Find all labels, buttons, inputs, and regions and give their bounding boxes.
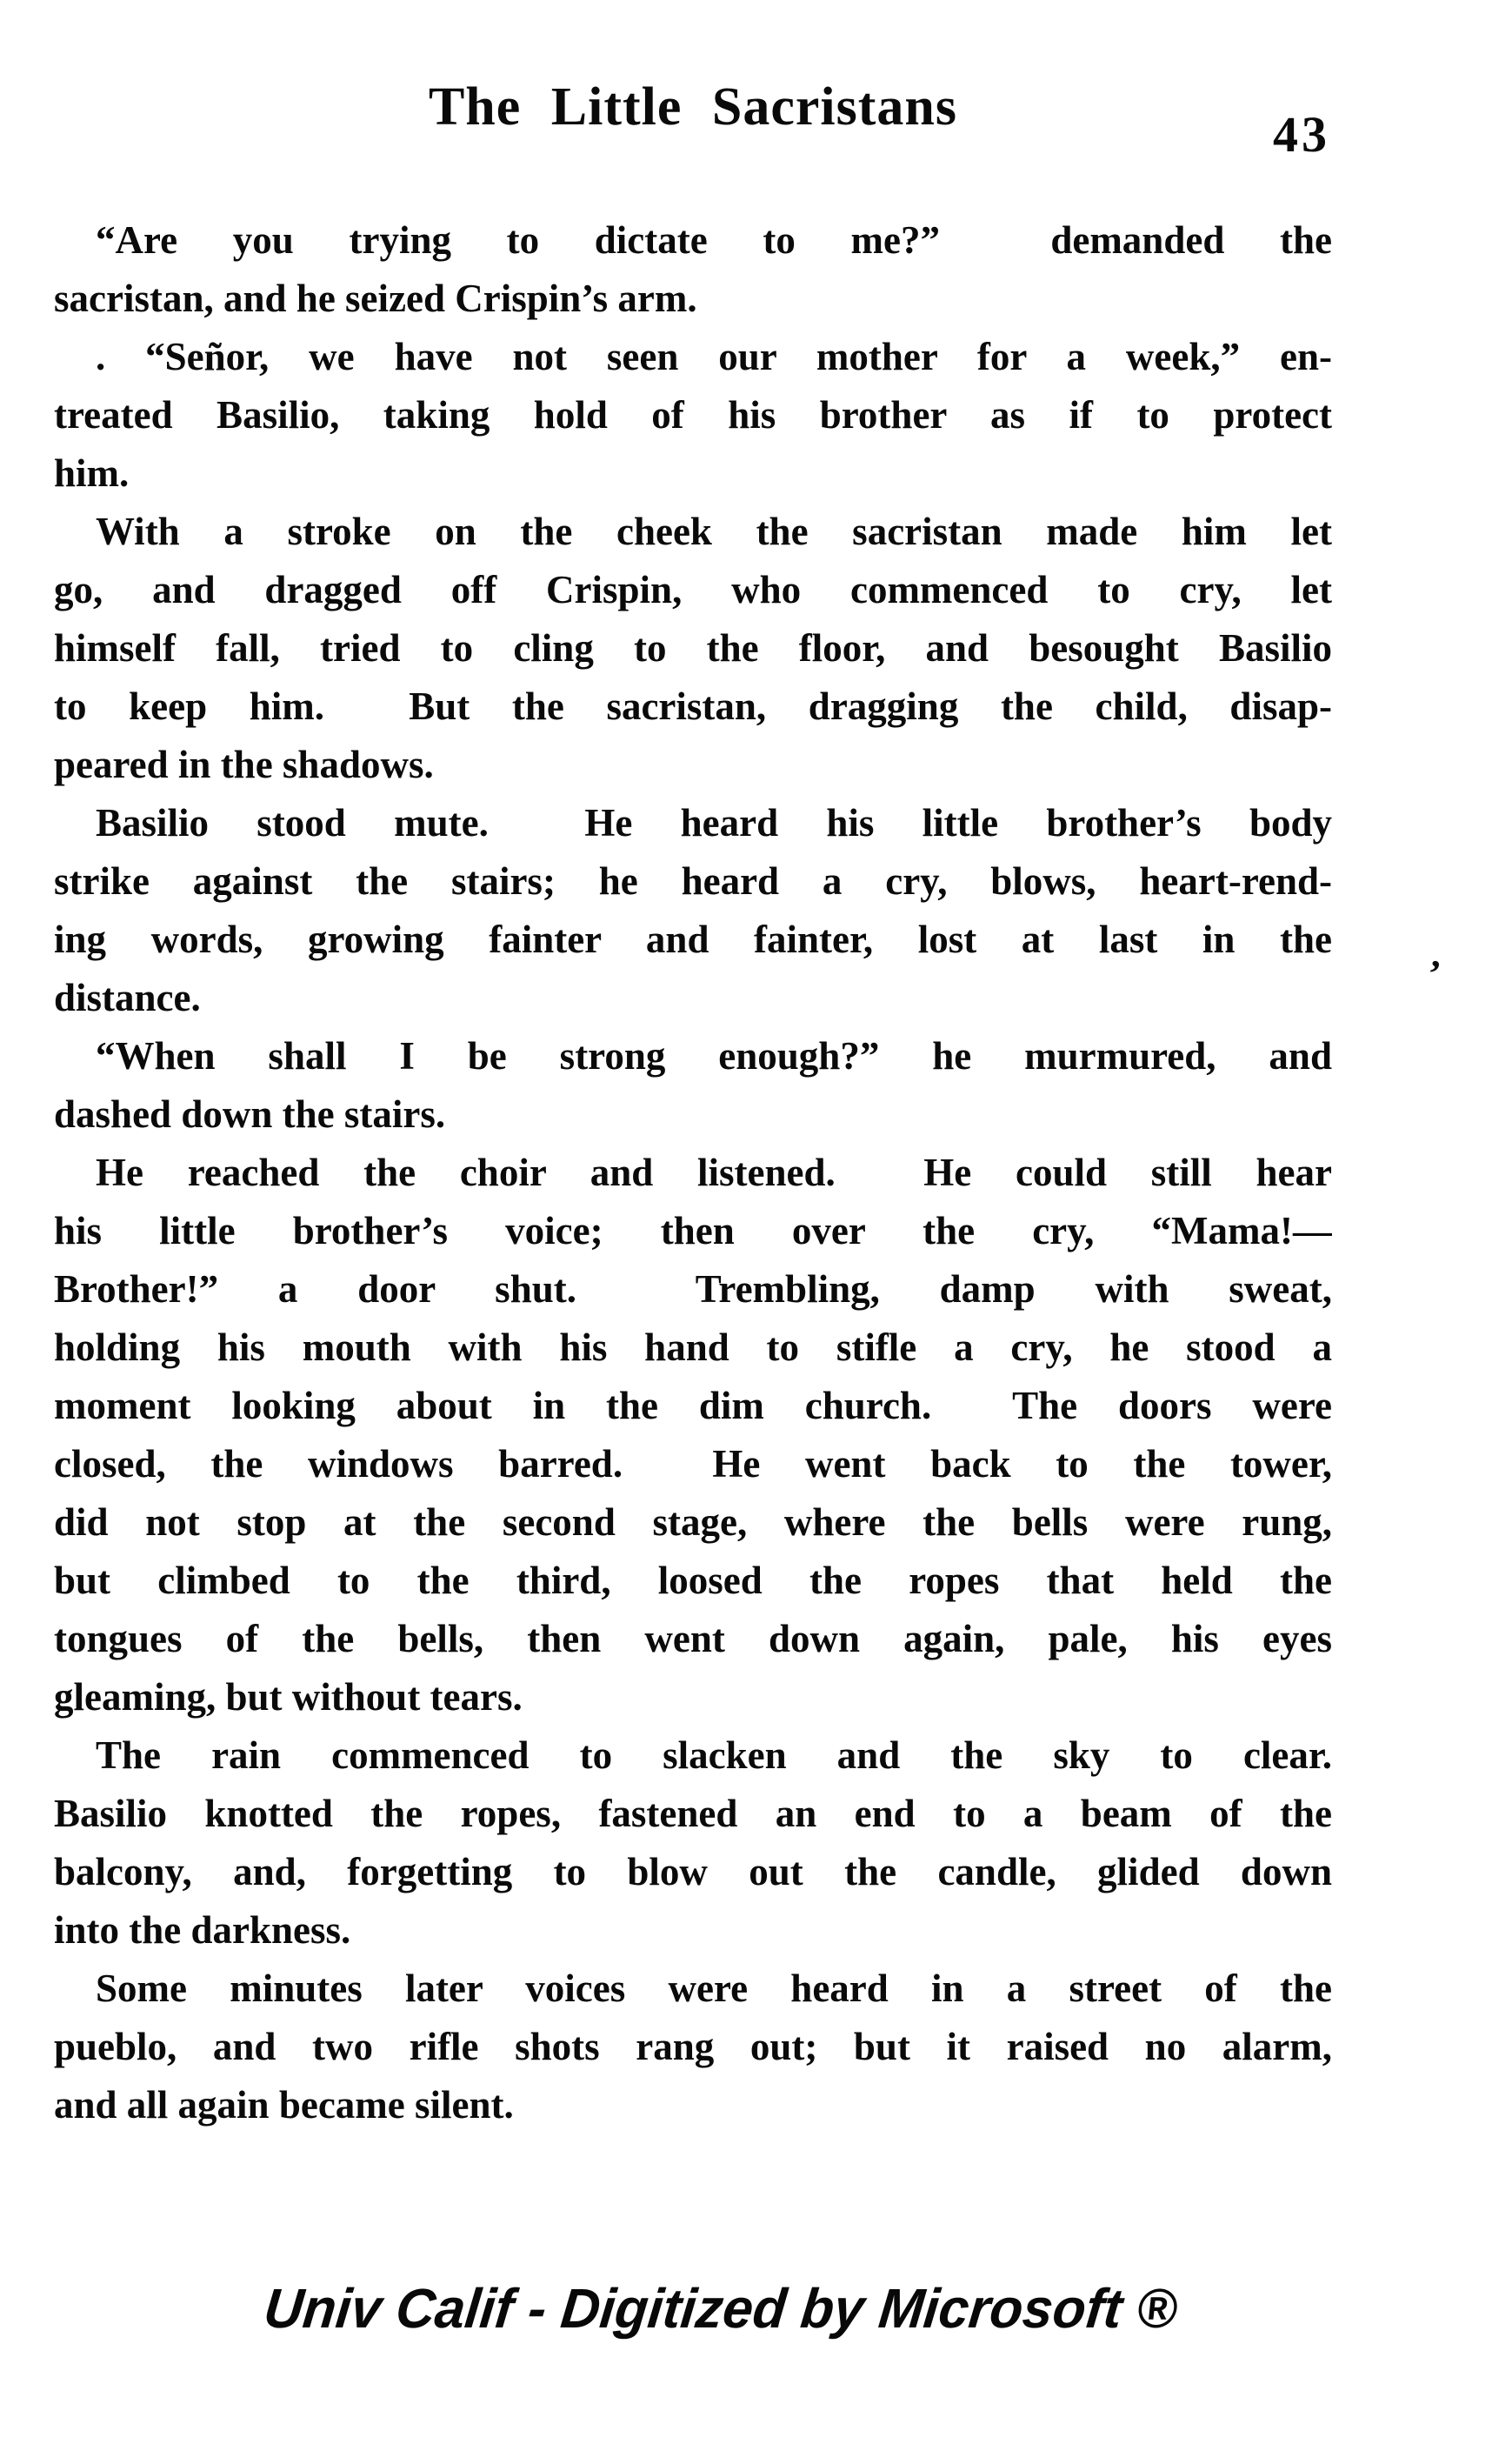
text-line: his little brother’s voice; then over the cry, “Mama!— (54, 1209, 1332, 1252)
text-line: Some minutes later voices were heard in a street of the (96, 1967, 1332, 2010)
paragraph (54, 328, 1332, 503)
text-line: balcony, and, forgetting to blow out the candle, glided down (54, 1850, 1332, 1893)
text-line: pueblo, and two rifle shots rang out; but it raised no alarm, (54, 2025, 1332, 2068)
page-body (54, 211, 1332, 2134)
text-line: to keep him. But the sacristan, dragging the child, disap- (54, 684, 1332, 728)
text-line: Brother!” a door shut. Trembling, damp with sweat, (54, 1267, 1332, 1311)
paragraph (54, 1726, 1332, 1960)
text-line: himself fall, tried to cling to the floor, and besought Basilio (54, 626, 1332, 670)
paragraph (54, 1144, 1332, 1726)
page-number: 43 (1273, 106, 1330, 163)
text-line: treated Basilio, taking hold of his brother as if to protect (54, 393, 1332, 437)
text-line: With a stroke on the cheek the sacristan made him let (96, 510, 1332, 553)
text-line: tongues of the bells, then went down again, pale, his eyes (54, 1617, 1332, 1660)
paragraph (54, 211, 1332, 328)
text-line: did not stop at the second stage, where the bells were rung, (54, 1500, 1332, 1544)
text-column (54, 0, 1332, 2444)
text-line: Basilio stood mute. He heard his little brother’s body (96, 801, 1332, 845)
text-line: strike against the stairs; he heard a cry, blows, heart-rend- (54, 859, 1332, 903)
text-line: him. (54, 451, 130, 495)
paragraph (54, 1960, 1332, 2134)
text-line: into the darkness. (54, 1908, 351, 1952)
text-line: but climbed to the third, loosed the ropes that held the (54, 1559, 1332, 1602)
text-line: holding his mouth with his hand to stifle a cry, he stood a (54, 1326, 1332, 1369)
text-line: distance. (54, 976, 201, 1019)
text-line: closed, the windows barred. He went back to the tower, (54, 1442, 1332, 1486)
text-line: dashed down the stairs. (54, 1092, 446, 1136)
running-title: The Little Sacristans (428, 77, 958, 137)
text-line: sacristan, and he seized Crispin’s arm. (54, 277, 697, 320)
text-line: peared in the shadows. (54, 743, 434, 786)
text-line: . “Señor, we have not seen our mother for a week,” en- (96, 335, 1332, 378)
digitization-footer: Univ Calif - Digitized by Microsoft ® (261, 2277, 1181, 2340)
text-line: ing words, growing fainter and fainter, lost at last in the (54, 918, 1332, 961)
text-line: and all again became silent. (54, 2083, 514, 2127)
text-line: “Are you trying to dictate to me?” demanded the (96, 218, 1332, 262)
paragraph (54, 1027, 1332, 1144)
text-line: go, and dragged off Crispin, who commenced to cry, let (54, 568, 1332, 611)
paragraph (54, 503, 1332, 794)
stray-ink-mark: ’ (1424, 952, 1444, 996)
paragraph (54, 794, 1332, 1027)
text-line: gleaming, but without tears. (54, 1675, 523, 1719)
text-line: The rain commenced to slacken and the sky to clear. (96, 1733, 1332, 1777)
text-line: He reached the choir and listened. He could still hear (96, 1151, 1332, 1194)
text-line: “When shall I be strong enough?” he murmured, and (96, 1034, 1332, 1078)
text-line: Basilio knotted the ropes, fastened an end to a beam of the (54, 1792, 1332, 1835)
text-line: moment looking about in the dim church. The doors were (54, 1384, 1332, 1427)
